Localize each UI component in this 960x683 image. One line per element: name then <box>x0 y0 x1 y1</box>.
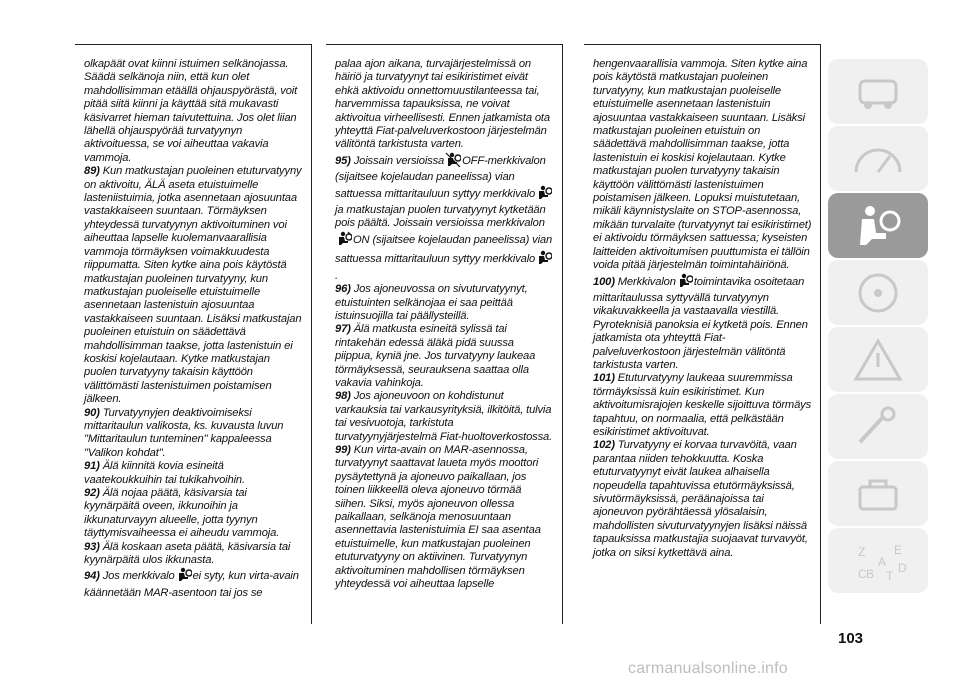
index-letter: B <box>866 567 875 581</box>
car-info-icon <box>828 59 928 124</box>
paragraph-text: Jos ajoneuvoon on kohdistunut varkauksia tai varkausyrityksiä, ilkitöitä, tulvia tai vesivuotoja, tarkistuta turvatyynyjärjestelmä Fiat-huoltoverkostossa. <box>335 390 553 443</box>
warning-note <box>84 407 303 461</box>
warning-note <box>335 283 554 323</box>
note-number: 100) <box>593 275 615 288</box>
text-column-1 <box>76 44 312 624</box>
paragraph-text: Älä koskaan aseta päätä, käsivarsia tai kyynärpäitä ulos ikkunasta. <box>84 540 291 567</box>
note-number: 89) <box>84 165 100 178</box>
warning-note <box>84 567 303 600</box>
paragraph-text: hengenvaarallisia vammoja. Siten kytke aina pois käytöstä matkustajan puoleinen turvatyyny, kun matkustajan puoleiselle etuistuimelle asennetaan lastenistuin ajosuuntaa vastakkaiseen suuntaan. Lisäksi matkustajan puoleinen etuistuin on säädettävä mahdollisimman taakse, jotta lastenistuin ei koskisi kojelautaan. Kytke matkustajan puolen turvatyyny takaisin käyttöön välittömästi lastenistuimen poistamisen jälkeen. Lopuksi muistutetaan, mikäli käynnistyslaite on STOP-asennossa, mikään turvalaite (turvatyynyt tai esikiristimet) ei aktivoidu törmäyksen sattuessa; kyseisten laitteiden aktivoitumisen puuttumista ei tällöin voida pitää järjestelmän toimintahäiriönä. <box>593 58 812 272</box>
page-number: 103 <box>838 630 864 647</box>
warning-note <box>335 323 554 390</box>
note-number: 97) <box>335 323 351 336</box>
paragraph-text: Jos ajoneuvossa on sivuturvatyynyt, etuistuinten selkänojaa ei saa peittää istuinsuojilla tai päällysteillä. <box>335 283 528 322</box>
warning-note <box>335 444 554 591</box>
warning-note <box>593 372 812 439</box>
warning-note <box>593 273 812 373</box>
airbag-off-icon <box>445 152 461 171</box>
warning-note <box>335 152 554 283</box>
note-number: 91) <box>84 460 100 473</box>
note-number: 96) <box>335 283 351 296</box>
note-number: 101) <box>593 372 615 385</box>
airbag-warning-icon <box>536 185 552 204</box>
text-column-3 <box>585 44 821 624</box>
paragraph-text: Turvatyynyjen deaktivoimiseksi mittaritaulun valikosta, ks. kuvausta luvun "Mittaritaulun tunteminen" kappaleessa "Valikon kohdat". <box>84 406 284 459</box>
note-number: 99) <box>335 443 351 456</box>
chapter-tab-index-letters[interactable] <box>828 528 928 593</box>
chapter-tab-car-info[interactable] <box>828 59 928 124</box>
index-letter: D <box>898 561 907 575</box>
airbag-warning-icon <box>536 250 552 269</box>
note-number: 94) <box>84 570 100 583</box>
warning-note <box>84 541 303 568</box>
paragraph <box>84 58 303 165</box>
chapter-tab-warning-triangle[interactable] <box>828 327 928 392</box>
paragraph-text: Kun virta-avain on MAR-asennossa, turvatyynyt saattavat laueta myös moottori pysäytettynä ja ajoneuvo paikallaan, jos toinen liikkeellä oleva ajoneuvo törmää siihen. Siksi, myös ajoneuvon ollessa paikallaan, selkänoja menosuuntaan asennettavia lastenistuimia EI saa asentaa etuistuimelle, kun matkustajan puoleinen etuturvatyyny on aktiivinen. Turvatyynyn aktivoituminen mahdollisen törmäyksen yhteydessä voi aiheuttaa lapselle <box>335 443 541 591</box>
paragraph <box>593 58 812 273</box>
chapter-tab-seat-airbag[interactable] <box>828 193 928 258</box>
paragraph-text: OFF-merkkivalon (sijaitsee kojelaudan paneelissa) vian sattuessa mittaritauluun syttyy merkkivalo <box>335 154 546 200</box>
seat-airbag-icon <box>828 193 928 258</box>
index-letter: Z <box>858 545 866 559</box>
wrench-car-icon <box>828 394 928 459</box>
watermark: carmanualsonline.info <box>628 660 788 677</box>
chapter-tab-dashboard-gauge[interactable] <box>828 126 928 191</box>
index-letter: A <box>878 555 887 569</box>
warning-note <box>593 439 812 560</box>
paragraph <box>335 58 554 152</box>
warning-note <box>84 487 303 541</box>
paragraph-text: Joissain versioissa <box>353 154 445 167</box>
paragraph-text: Älä nojaa päätä, käsivarsia tai kyynärpäitä oveen, ikkunoihin ja ikkunaturvayyn alueelle, jotta tyynyn täyttymisvaiheessa ei aiheudu vammoja. <box>84 487 280 540</box>
index-letter: E <box>894 543 903 557</box>
toolbox-icon <box>828 461 928 526</box>
paragraph-text: palaa ajon aikana, turvajärjestelmissä on häiriö ja turvatyynyt tai esikiristimet eivät ehkä aktivoidu onnettomuustilanteessa tai, harvemmissa tapauksissa, ne voivat aktivoitua virheellisesti. Ennen jatkamista ota yhteyttä Fiat-palveluverkostoon järjestelmän välitöntä tarkistusta varten. <box>335 58 550 151</box>
paragraph-text: olkapäät ovat kiinni istuimen selkänojassa. Säädä selkänoja niin, että kun olet mahdollisimman etäällä ohjauspyörästä, voit pitää siitä kiinni ja käyttää sitä mukavasti käsivarret hieman taivutettuina. Jos olet liian lähellä ohjauspyörää turvatyynyn aktivoituessa, se voi aiheuttaa vakavia vammoja. <box>84 58 298 164</box>
chapter-tab-wrench-car[interactable] <box>828 394 928 459</box>
paragraph-text: . <box>335 269 338 282</box>
warning-note <box>84 460 303 487</box>
warning-note <box>335 390 554 444</box>
chapter-tab-steering-wheel[interactable] <box>828 260 928 325</box>
paragraph-text: Älä matkusta esineitä sylissä tai rintakehän edessä äläkä pidä suussa piippua, kyniä jne. Jos turvatyyny laukeaa törmäyksessä, seurauksena saattaa olla vakavia vahinkoja. <box>335 323 536 389</box>
paragraph-text: ON (sijaitsee kojelaudan paneelissa) vian sattuessa mittaritauluun syttyy merkkivalo <box>335 233 553 266</box>
airbag-warning-icon <box>677 273 693 292</box>
paragraph-text: Älä kiinnitä kovia esineitä vaatekoukkuihin tai tukikahvoihin. <box>84 460 245 486</box>
paragraph-text: Kun matkustajan puoleinen etuturvatyyny on aktivoitu, ÄLÄ aseta etuistuimelle lasteniistuimia, jotka asennetaan ajosuuntaa vastakkaiseen suuntaan. Törmäyksen yhteydessä turvatyynyn aktivoituminen voi aiheuttaa lapselle kuolemanvaarallisia vammoja törmäyksen voimakkuudesta riippumatta. Siten kytke aina pois käytöstä matkustajan puoleinen turvatyyny, kun matkustajan puoleiselle etuistuimelle asennetaan lastenistuin ajosuuntaa vastakkaiseen suuntaan. Lisäksi matkustajan puoleinen etuistuin on säädettävä mahdollisimman taakse, jotta lastenistuin ei koskisi kojelautaan. Kytke matkustajan puolen turvatyyny takaisin käyttöön välittömästi lastenistuimen poistamisen jälkeen. <box>84 165 302 406</box>
airbag-on-icon <box>336 231 352 250</box>
chapter-tab-toolbox[interactable] <box>828 461 928 526</box>
index-letter: T <box>886 569 894 583</box>
paragraph-text: Turvatyyny ei korvaa turvavöitä, vaan parantaa niiden tehokkuutta. Koska etuturvatyynyt eivät laukea alhaisella nopeudella tapahtuvissa etutörmäyksissä, sivutörmäyksissä, peräänajoissa tai ajoneuvon pyörähtäessä ylösalaisin, mahdollisten sivuturvatyynyjen lisäksi näissä tapauksissa matkustajia suojaavat turvavyöt, jotka on siksi kytkettävä aina. <box>593 439 808 559</box>
index-letter: C <box>858 567 867 581</box>
text-column-2 <box>327 44 563 624</box>
paragraph-text: ja matkustajan puolen turvatyynyt kytketään pois päältä. Joissain versioissa merkkivalon <box>335 204 546 230</box>
dashboard-gauge-icon <box>828 126 928 191</box>
note-number: 102) <box>593 439 615 452</box>
paragraph-text: ei syty, kun virta-avain käännetään MAR-asentoon tai jos se <box>84 570 299 599</box>
paragraph-text: Jos merkkivalo <box>102 570 175 583</box>
note-number: 98) <box>335 390 351 403</box>
index-letters-icon <box>828 528 928 593</box>
note-number: 93) <box>84 540 100 553</box>
airbag-warning-icon <box>176 567 192 586</box>
paragraph-text: toimintavika osoitetaan mittaritaulussa syttyvällä turvatyynyn vikakuvakkeella ja vastaavalla viestillä. Pyroteknisiä panoksia ei kytketä pois. Ennen jatkamista ota yhteyttä Fiat-palveluverkostoon järjestelmän välitöntä tarkistusta varten. <box>593 275 808 371</box>
note-number: 90) <box>84 406 100 419</box>
paragraph-text: Merkkivalon <box>617 275 676 288</box>
warning-triangle-icon <box>828 327 928 392</box>
warning-note <box>84 165 303 406</box>
paragraph-text: Etuturvatyyny laukeaa suuremmissa törmäyksissä kuin esikiristimet. Kun aktivoitumisrajojen keskelle sijoittuva törmäys tapahtuu, on normaalia, että pelkästään esikiristimet aktivoituvat. <box>593 372 812 438</box>
note-number: 95) <box>335 154 351 167</box>
steering-wheel-icon <box>828 260 928 325</box>
note-number: 92) <box>84 487 100 499</box>
